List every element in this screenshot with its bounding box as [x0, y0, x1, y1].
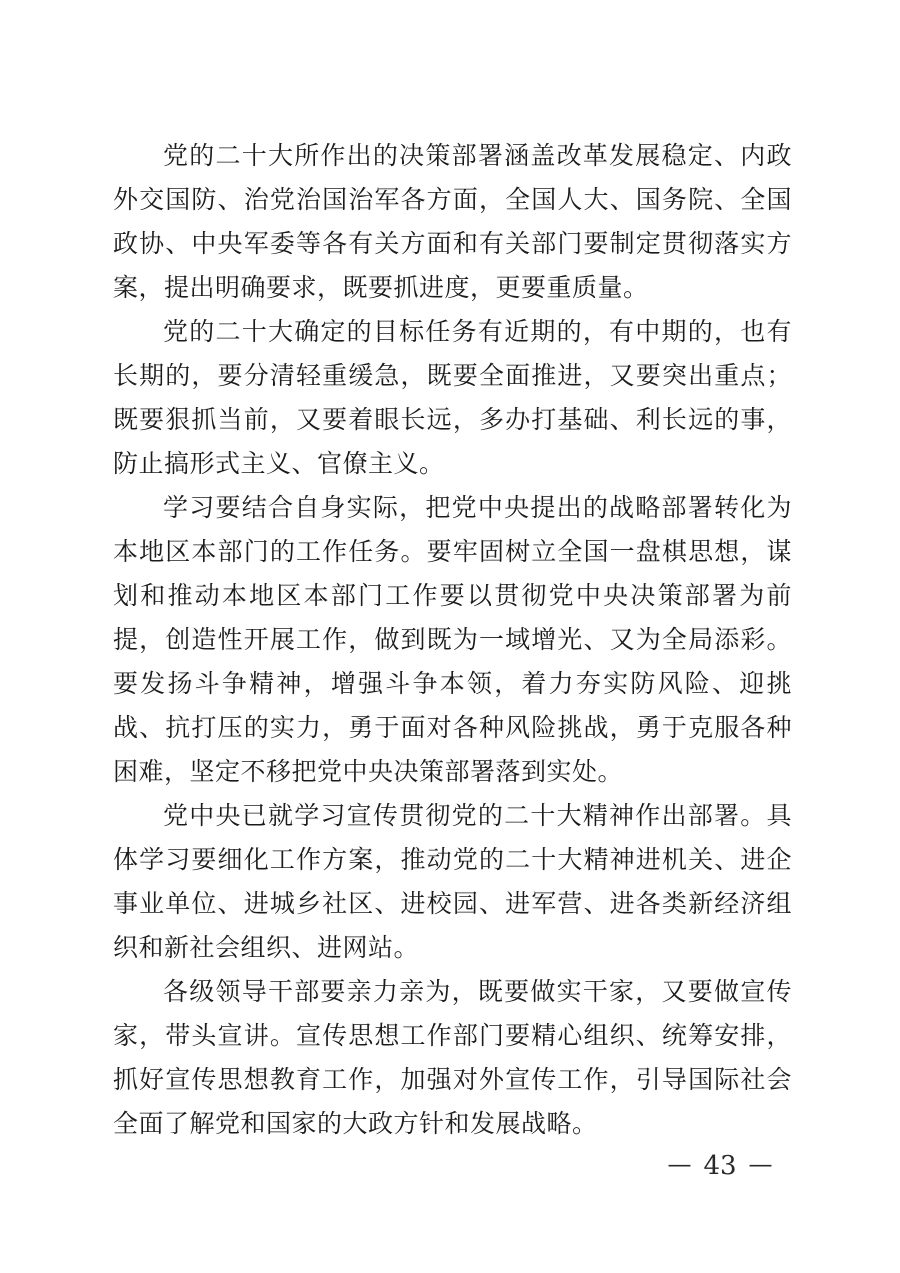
- page-number: 43: [703, 1151, 737, 1181]
- paragraph-leading-cadres: 各级领导干部要亲力亲为，既要做实干家，又要做宣传家，带头宣讲。宣传思想工作部门要精心组织、统筹安排，抓好宣传思想教育工作，加强对外宣传工作，引导国际社会全面了解党和国家的大政方针和发展战略。: [113, 977, 792, 1138]
- footer-right-dash: —: [748, 1150, 773, 1178]
- paragraph-goals-tasks: 党的二十大确定的目标任务有近期的，有中期的，也有长期的，要分清轻重缓急，既要全面推进，又要突出重点；既要狠抓当前，又要着眼长远，多办打基础、利长远的事，防止搞形式主义、官僚主义。: [113, 317, 792, 478]
- paragraph-spirit-promotion: 党中央已就学习宣传贯彻党的二十大精神作出部署。具体学习要细化工作方案，推动党的二十大精神进机关、进企事业单位、进城乡社区、进校园、进军营、进各类新经济组织和新社会组织、进网站。: [113, 801, 792, 962]
- footer-left-dash: —: [667, 1150, 692, 1178]
- page-footer: [655, 1148, 785, 1184]
- paragraph-study-practice: 学习要结合自身实际，把党中央提出的战略部署转化为本地区本部门的工作任务。要牢固树立全国一盘棋思想，谋划和推动本地区本部门工作要以贯彻党中央决策部署为前提，创造性开展工作，做到既为一域增光、又为全局添彩。要发扬斗争精神，增强斗争本领，着力夯实防风险、迎挑战、抗打压的实力，勇于面对各种风险挑战，勇于克服各种困难，坚定不移把党中央决策部署落到实处。: [113, 493, 792, 786]
- document-body: [113, 134, 792, 1146]
- paragraph-decisions-deployment: 党的二十大所作出的决策部署涵盖改革发展稳定、内政外交国防、治党治国治军各方面，全国人大、国务院、全国政协、中央军委等各有关方面和有关部门要制定贯彻落实方案，提出明确要求，既要抓进度，更要重质量。: [113, 141, 792, 302]
